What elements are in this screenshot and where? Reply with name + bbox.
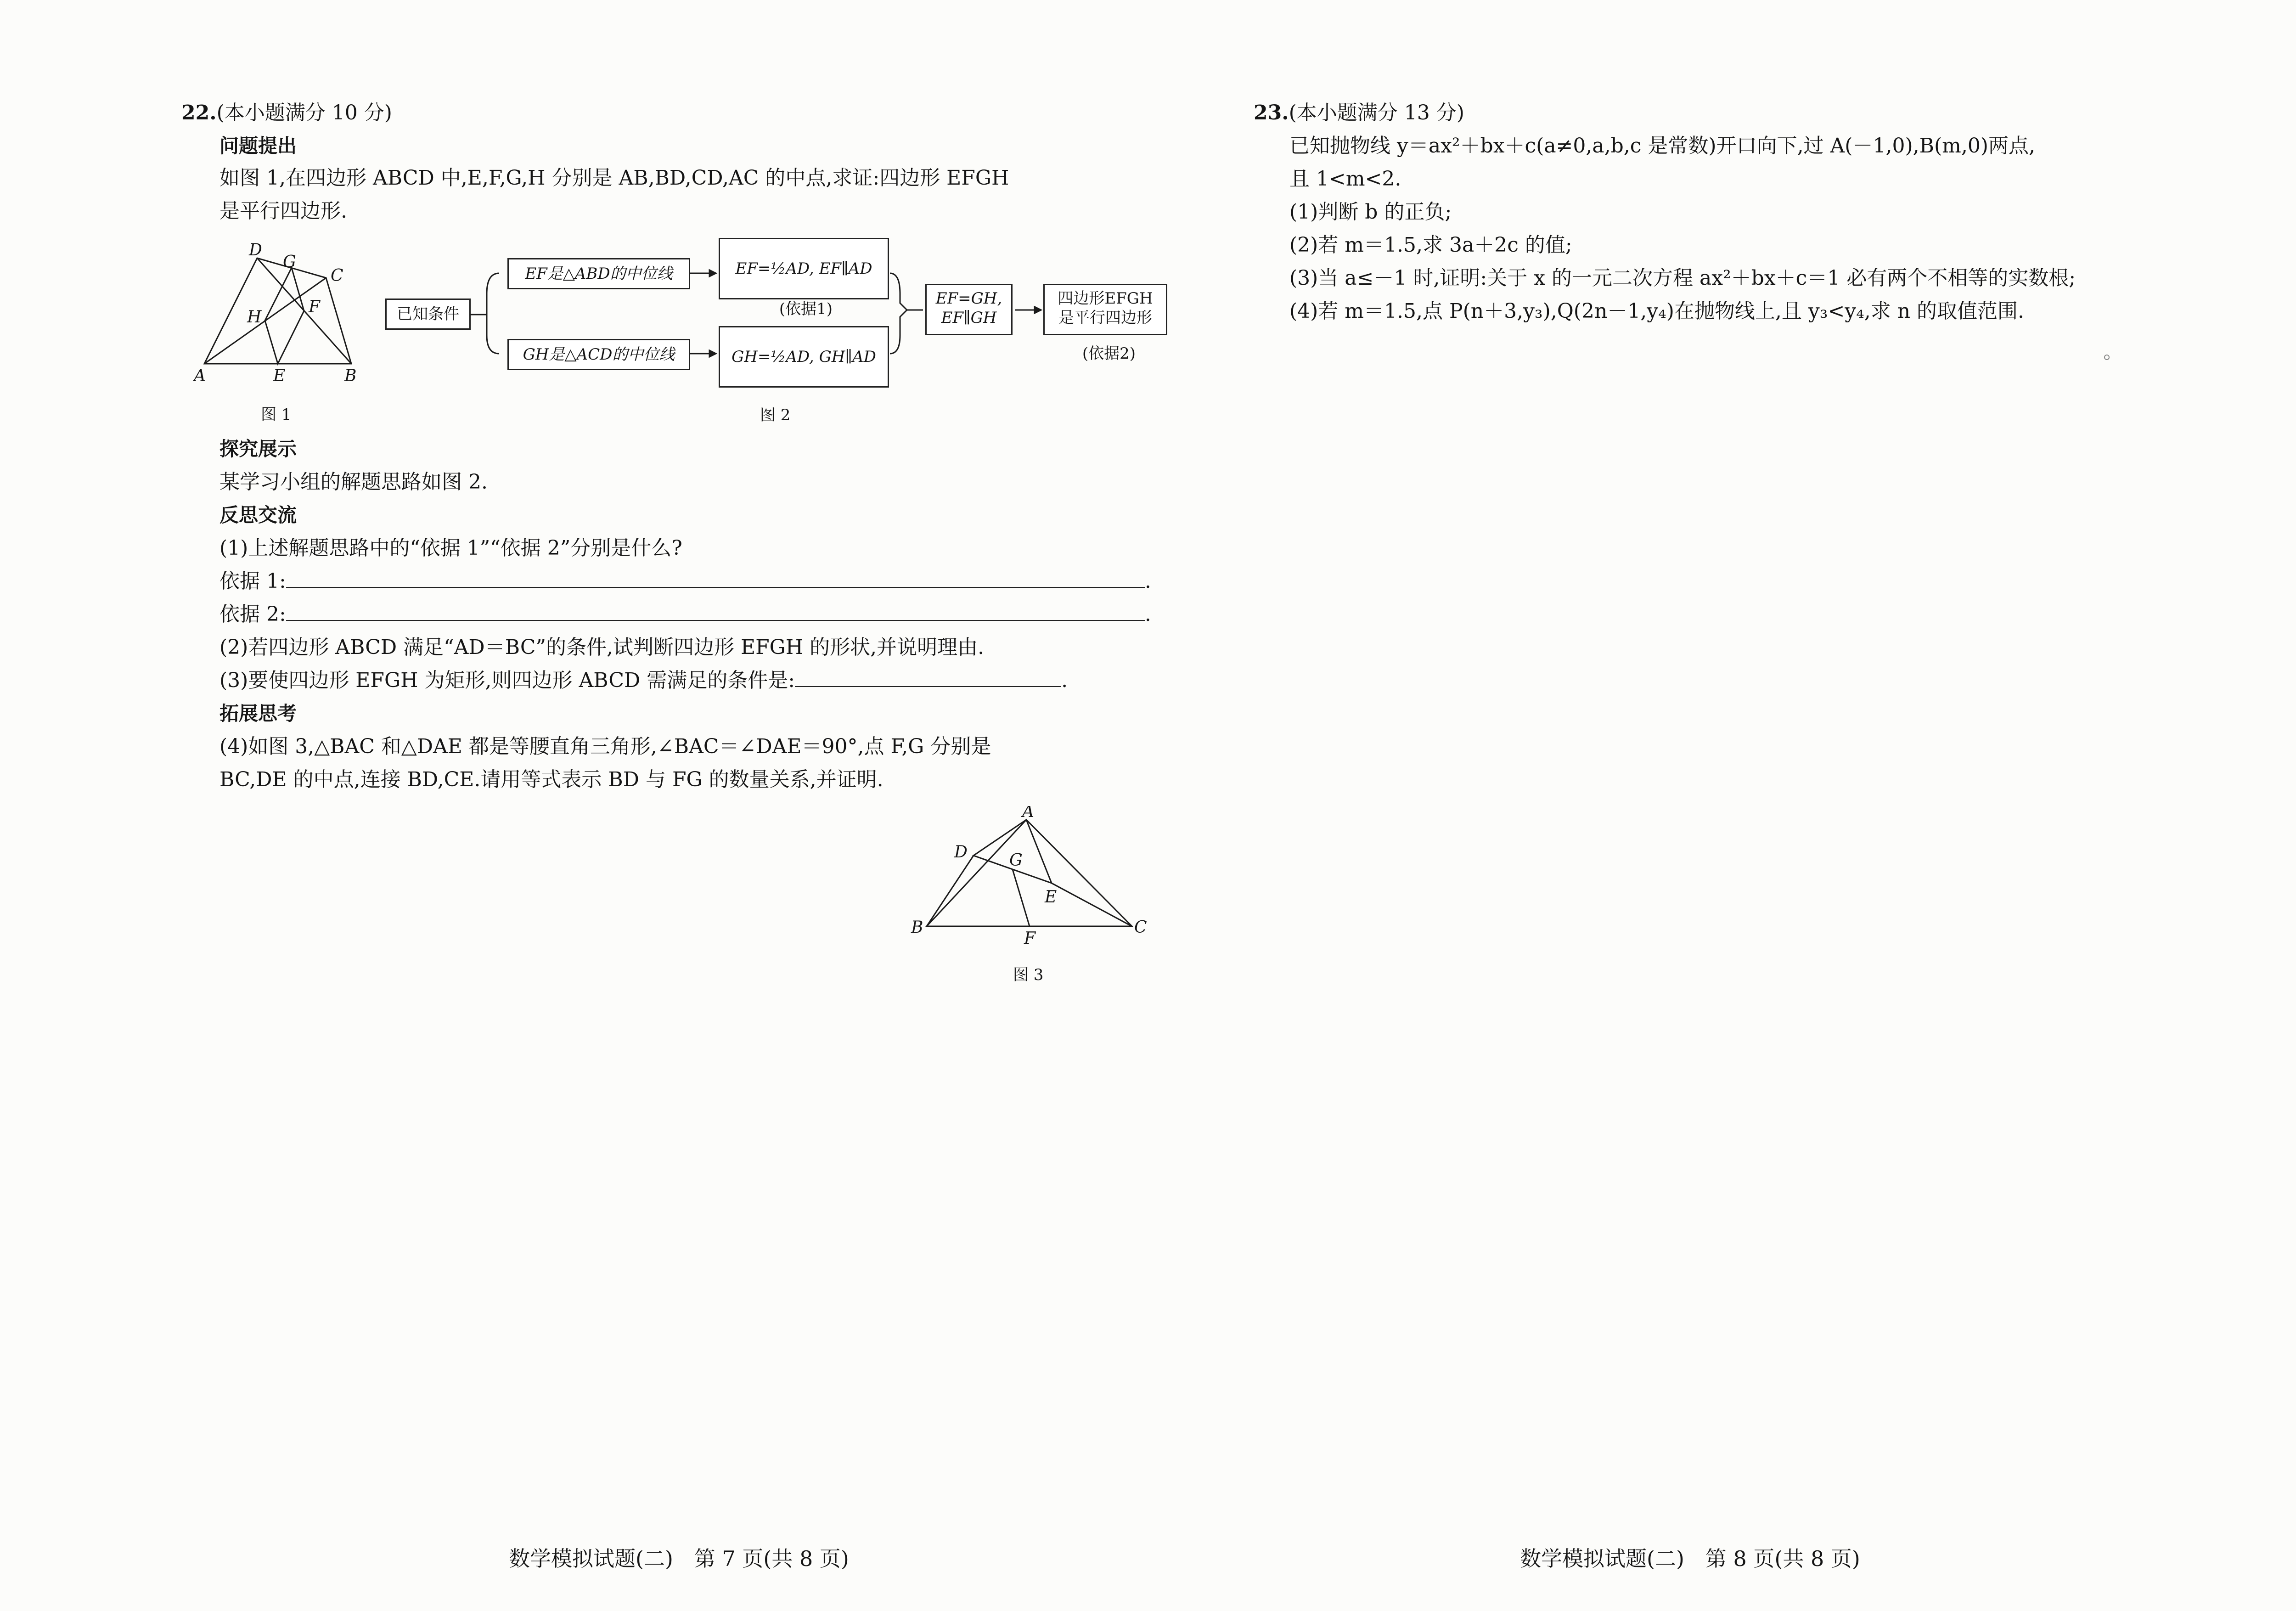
arrowhead-conclusion: [1035, 307, 1041, 313]
arrowhead-gh: [709, 350, 716, 357]
q22-header: [181, 100, 392, 126]
figure-2-caption: 图 2: [760, 406, 791, 424]
heading-problem: 问题提出: [219, 135, 297, 157]
fig1-label-a: A: [194, 366, 206, 385]
q22-number: 22.: [181, 101, 217, 124]
conclusion-box: [1043, 284, 1167, 335]
brace-right: [890, 273, 907, 354]
fig1-label-b: B: [344, 366, 357, 385]
figure-3: [909, 806, 1157, 990]
gh-result-box: GH=½AD, GH∥AD: [719, 326, 889, 388]
fig1-label-g: G: [283, 253, 296, 271]
sub-question-2: (2)若四边形 ABCD 满足“AD＝BC”的条件,试判断四边形 EFGH 的形状,并说明理由.: [219, 636, 985, 659]
sub-question-4-line-2: BC,DE 的中点,连接 BD,CE.请用等式表示 BD 与 FG 的数量关系,并证明.: [219, 768, 884, 791]
fig3-label-a: A: [1022, 806, 1034, 821]
basis-2-answer-blank[interactable]: [286, 602, 1145, 621]
basis-1-period: .: [1144, 569, 1151, 593]
figure-1-caption: 图 1: [261, 406, 292, 424]
q23-sub-question-1: (1)判断 b 的正负;: [1289, 200, 1452, 224]
fig1-label-c: C: [331, 266, 343, 285]
q23-stem-line-1: 已知抛物线 y＝ax²＋bx＋c(a≠0,a,b,c 是常数)开口向下,过 A(－1,0),B(m,0)两点,: [1289, 134, 2035, 158]
quad-efgh: [265, 268, 304, 364]
basis-1-prompt: 依据 1:: [219, 569, 286, 593]
combine-box: [925, 284, 1013, 335]
sub-question-1: (1)上述解题思路中的“依据 1”“依据 2”分别是什么?: [219, 536, 682, 560]
gh-midline-box: GH是△ACD的中位线: [507, 339, 690, 370]
fig3-label-f: F: [1024, 929, 1035, 948]
basis-1-row: [219, 569, 1151, 594]
basis-2-period: .: [1144, 603, 1151, 626]
fig3-label-e: E: [1045, 888, 1057, 907]
q23-stem-line-2: 且 1<m<2.: [1289, 167, 1401, 191]
sub-question-3-answer-blank[interactable]: [795, 668, 1061, 687]
conclusion-line-2: 是平行四边形: [1058, 309, 1152, 327]
figure-3-caption: 图 3: [1013, 966, 1044, 984]
fig1-label-f: F: [309, 298, 320, 316]
scan-speck: [2104, 355, 2110, 360]
basis-1-answer-blank[interactable]: [286, 569, 1145, 588]
fig3-label-b: B: [911, 918, 923, 937]
fig1-label-h: H: [247, 308, 262, 327]
left-page-footer: 数学模拟试题(二) 第 7 页(共 8 页): [509, 1546, 849, 1571]
q23-sub-question-4: (4)若 m＝1.5,点 P(n＋3,y₃),Q(2n－1,y₄)在抛物线上,且 y₃<y₄,求 n 的取值范围.: [1289, 299, 2025, 323]
fig1-label-d: D: [249, 241, 262, 259]
sub-question-3: (3)要使四边形 EFGH 为矩形,则四边形 ABCD 需满足的条件是:: [219, 669, 795, 692]
ef-midline-box: EF是△ABD的中位线: [507, 258, 690, 289]
figure-1-diagram: [193, 239, 377, 386]
figure-2: [383, 230, 1178, 436]
q23-number: 23.: [1254, 101, 1289, 124]
explore-text: 某学习小组的解题思路如图 2.: [219, 470, 488, 494]
q23-header: [1254, 100, 1464, 126]
heading-explore: 探究展示: [219, 438, 297, 460]
fig3-label-d: D: [954, 843, 968, 862]
problem-line-2: 是平行四边形.: [219, 199, 347, 223]
basis-2-label: (依据2): [1082, 344, 1136, 363]
figure-1: [193, 239, 377, 432]
brace-left: [471, 273, 499, 354]
combine-line-1: EF=GH,: [935, 289, 1002, 308]
fig3-label-g: G: [1009, 851, 1023, 870]
segment-ce: [1052, 883, 1132, 926]
q23-points: (本小题满分 13 分): [1289, 101, 1464, 124]
conclusion-line-1: 四边形EFGH: [1058, 289, 1153, 308]
q23-sub-question-2: (2)若 m＝1.5,求 3a＋2c 的值;: [1289, 233, 1572, 257]
segment-fg: [1013, 869, 1030, 926]
right-page: [1171, 0, 2296, 1611]
known-conditions-box: 已知条件: [385, 299, 471, 330]
heading-reflect: 反思交流: [219, 504, 297, 526]
basis-1-label: (依据1): [779, 300, 833, 318]
basis-2-prompt: 依据 2:: [219, 603, 286, 626]
heading-extend: 拓展思考: [219, 702, 297, 725]
fig3-label-c: C: [1134, 918, 1147, 937]
q23-sub-question-3: (3)当 a≤－1 时,证明:关于 x 的一元二次方程 ax²＋bx＋c＝1 必有两个不相等的实数根;: [1289, 266, 2076, 290]
segment-bd: [927, 856, 974, 926]
sub-question-3-row: [219, 668, 1068, 693]
figure-3-diagram: [909, 806, 1157, 948]
sub-question-4-line-1: (4)如图 3,△BAC 和△DAE 都是等腰直角三角形,∠BAC＝∠DAE＝90°,点 F,G 分别是: [219, 735, 991, 758]
basis-2-row: [219, 602, 1151, 627]
q22-points: (本小题满分 10 分): [216, 101, 392, 124]
problem-line-1: 如图 1,在四边形 ABCD 中,E,F,G,H 分别是 AB,BD,CD,AC 的中点,求证:四边形 EFGH: [219, 166, 1009, 190]
ef-result-box: EF=½AD, EF∥AD: [719, 238, 889, 299]
arrowhead-ef: [709, 270, 716, 276]
combine-line-2: EF∥GH: [941, 309, 997, 327]
fig1-label-e: E: [273, 366, 286, 385]
right-page-footer: 数学模拟试题(二) 第 8 页(共 8 页): [1520, 1546, 1860, 1571]
sub-question-3-period: .: [1061, 669, 1068, 692]
